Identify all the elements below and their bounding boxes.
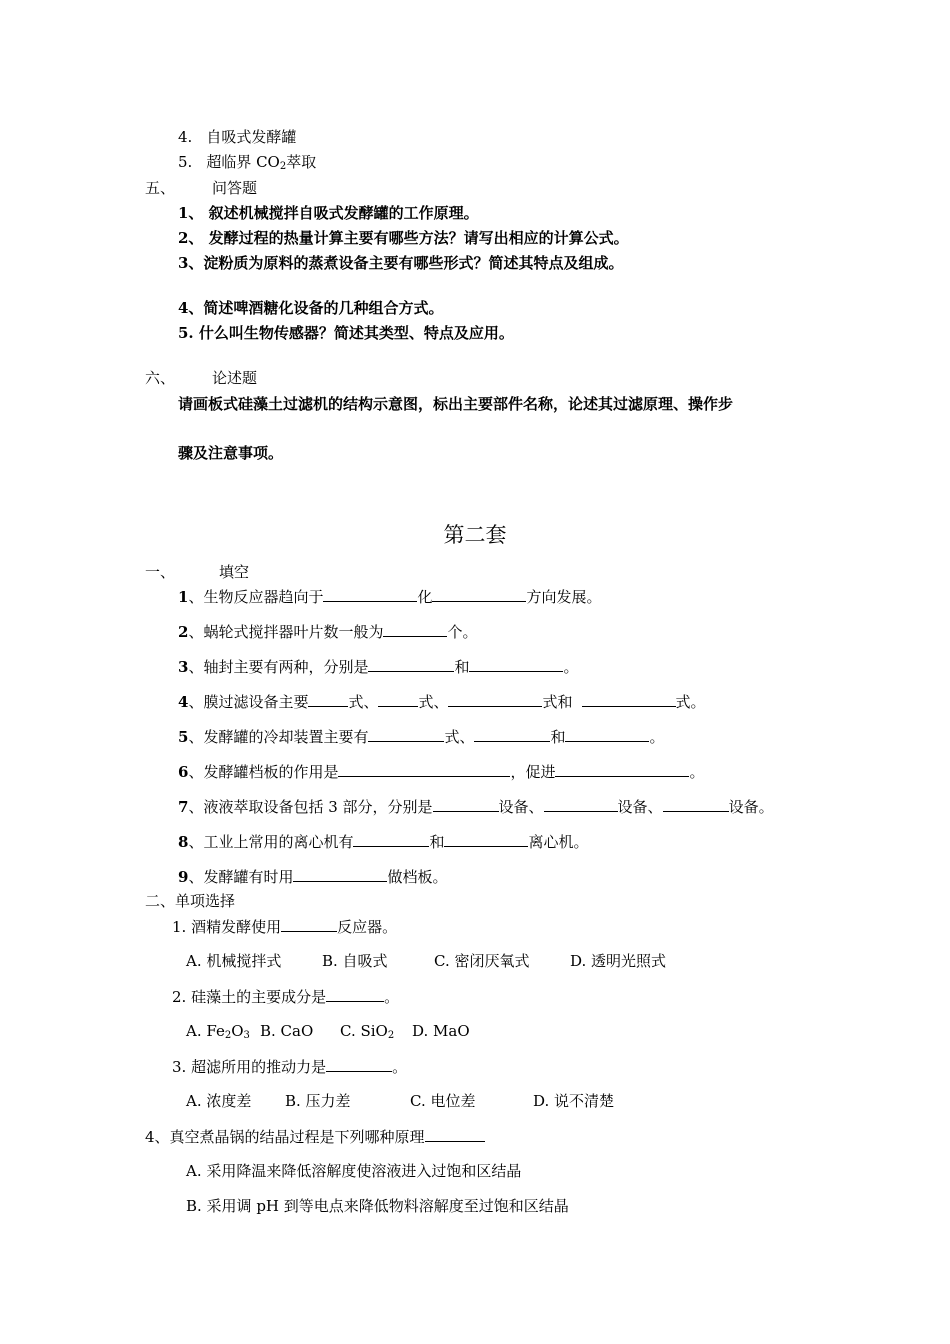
answer-blank[interactable] <box>582 691 676 707</box>
list-item <box>178 152 316 172</box>
item-number: 5 <box>178 728 189 746</box>
answer-blank[interactable] <box>425 1126 485 1142</box>
choice-option[interactable] <box>186 1021 250 1041</box>
section-heading <box>145 368 257 388</box>
item-text: 和 <box>454 658 470 676</box>
option-text: C. SiO <box>340 1022 388 1040</box>
answer-blank[interactable] <box>326 1056 392 1072</box>
section-number: 一、 <box>145 563 176 581</box>
choice-option[interactable]: B. 压力差 <box>285 1092 351 1110</box>
choice-option[interactable]: A. 采用降温来降低溶解度使溶液进入过饱和区结晶 <box>186 1162 522 1180</box>
fill-blank-item <box>178 796 774 817</box>
option-text: A. Fe <box>186 1022 225 1040</box>
answer-blank[interactable] <box>323 586 417 602</box>
item-text: 式和 <box>542 693 573 711</box>
item-text: 设备、 <box>498 798 544 816</box>
item-text: 离心机。 <box>528 833 589 851</box>
answer-blank[interactable] <box>433 796 499 812</box>
choice-option[interactable]: C. 电位差 <box>410 1092 476 1110</box>
section-title: 问答题 <box>212 179 258 197</box>
question: 1、 叙述机械搅拌自吸式发酵罐的工作原理。 <box>178 204 479 222</box>
answer-blank[interactable] <box>368 656 454 672</box>
question: 2、 发酵过程的热量计算主要有哪些方法？请写出相应的计算公式。 <box>178 229 629 247</box>
answer-blank[interactable] <box>338 761 510 777</box>
item-text: 、发酵罐的冷却装置主要有 <box>188 728 369 746</box>
item-text: 。 <box>649 728 665 746</box>
subscript: 2 <box>279 161 287 172</box>
question-stem-end: 。 <box>384 988 400 1006</box>
item-text: 、膜过滤设备主要 <box>188 693 309 711</box>
fill-blank-item <box>178 586 601 607</box>
item-number: 4. <box>178 128 193 146</box>
section-heading <box>145 562 249 582</box>
item-text: 、发酵罐有时用 <box>188 868 294 886</box>
answer-blank[interactable] <box>293 866 387 882</box>
fill-blank-item <box>178 831 588 852</box>
answer-blank[interactable] <box>474 726 550 742</box>
item-text: 自吸式发酵罐 <box>206 128 297 146</box>
item-text: 。 <box>563 658 579 676</box>
option-text: O <box>231 1022 244 1040</box>
item-number: 5. <box>178 153 193 171</box>
subscript: 2 <box>224 1030 232 1041</box>
question: 5. 什么叫生物传感器？简述其类型、特点及应用。 <box>178 324 514 342</box>
item-text: 式、 <box>444 728 475 746</box>
question: 3、淀粉质为原料的蒸煮设备主要有哪些形式？简述其特点及组成。 <box>178 254 624 272</box>
subscript: 3 <box>243 1030 250 1041</box>
answer-blank[interactable] <box>326 986 384 1002</box>
question-stem: 1. 酒精发酵使用 <box>172 918 282 936</box>
answer-blank[interactable] <box>383 621 447 637</box>
question: 4、简述啤酒糖化设备的几种组合方式。 <box>178 299 444 317</box>
choice-option[interactable]: B. 自吸式 <box>322 952 388 970</box>
question-stem: 3. 超滤所用的推动力是 <box>172 1058 327 1076</box>
item-text-end: 萃取 <box>286 153 317 171</box>
answer-blank[interactable] <box>281 916 337 932</box>
choice-option[interactable]: B. 采用调 pH 到等电点来降低物料溶解度至过饱和区结晶 <box>186 1197 569 1215</box>
item-number: 1 <box>178 588 189 606</box>
section-title: 论述题 <box>212 369 258 387</box>
essay-line: 骤及注意事项。 <box>178 444 284 462</box>
fill-blank-item <box>178 726 665 747</box>
list-item <box>178 127 296 147</box>
answer-blank[interactable] <box>448 691 542 707</box>
fill-blank-item <box>178 656 578 677</box>
item-text: 、发酵罐档板的作用是 <box>188 763 339 781</box>
section-number: 五、 <box>145 179 176 197</box>
question-stem: 4、真空煮晶锅的结晶过程是下列哪种原理 <box>145 1128 425 1146</box>
choice-question <box>172 1056 407 1077</box>
item-text: 做档板。 <box>387 868 448 886</box>
choice-question <box>145 1126 485 1147</box>
item-text: 个。 <box>447 623 478 641</box>
item-number: 2 <box>178 623 189 641</box>
answer-blank[interactable] <box>308 691 348 707</box>
item-number: 6 <box>178 763 189 781</box>
answer-blank[interactable] <box>378 691 418 707</box>
answer-blank[interactable] <box>432 586 526 602</box>
answer-blank[interactable] <box>663 796 729 812</box>
essay-line: 请画板式硅藻土过滤机的结构示意图，标出主要部件名称，论述其过滤原理、操作步 <box>178 395 734 413</box>
item-number: 7 <box>178 798 189 816</box>
item-number: 8 <box>178 833 189 851</box>
question-stem-end: 反应器。 <box>337 918 398 936</box>
fill-blank-item <box>178 621 477 642</box>
choice-option[interactable]: A. 机械搅拌式 <box>186 952 282 970</box>
answer-blank[interactable] <box>368 726 444 742</box>
item-text: 超临界 CO <box>206 153 280 171</box>
item-text: 式、 <box>418 693 449 711</box>
question-stem-end: 。 <box>392 1058 408 1076</box>
answer-blank[interactable] <box>444 831 528 847</box>
choice-question <box>172 986 399 1007</box>
item-text: 、轴封主要有两种，分别是 <box>188 658 369 676</box>
choice-option[interactable]: D. 说不清楚 <box>533 1092 615 1110</box>
question-stem: 2. 硅藻土的主要成分是 <box>172 988 327 1006</box>
choice-option[interactable] <box>340 1021 394 1041</box>
subscript: 2 <box>387 1030 395 1041</box>
item-text: 、蜗轮式搅拌器叶片数一般为 <box>188 623 384 641</box>
fill-blank-item <box>178 761 704 782</box>
section-heading: 二、单项选择 <box>145 892 236 910</box>
item-text: 设备。 <box>728 798 774 816</box>
item-number: 9 <box>178 868 189 886</box>
page-title: 第二套 <box>443 523 507 547</box>
item-text: 、工业上常用的离心机有 <box>188 833 354 851</box>
answer-blank[interactable] <box>565 726 649 742</box>
choice-option[interactable]: A. 浓度差 <box>186 1092 252 1110</box>
section-heading <box>145 178 257 198</box>
item-text: 、生物反应器趋向于 <box>188 588 324 606</box>
item-text: 和 <box>429 833 445 851</box>
choice-option[interactable]: B. CaO <box>260 1022 314 1040</box>
choice-option[interactable]: C. 密闭厌氧式 <box>434 952 530 970</box>
item-text: 设备、 <box>617 798 663 816</box>
answer-blank[interactable] <box>469 656 563 672</box>
item-text: 式。 <box>675 693 706 711</box>
item-text: 方向发展。 <box>526 588 602 606</box>
item-text: 、液液萃取设备包括 3 部分，分别是 <box>188 798 433 816</box>
answer-blank[interactable] <box>544 796 618 812</box>
fill-blank-item <box>178 691 706 712</box>
item-text: ，促进 <box>510 763 556 781</box>
choice-option[interactable]: D. 透明光照式 <box>570 952 667 970</box>
item-text: 。 <box>689 763 705 781</box>
answer-blank[interactable] <box>555 761 689 777</box>
answer-blank[interactable] <box>353 831 429 847</box>
item-text: 和 <box>550 728 566 746</box>
item-text: 化 <box>417 588 433 606</box>
fill-blank-item <box>178 866 447 887</box>
section-title: 填空 <box>219 563 250 581</box>
choice-option[interactable]: D. MaO <box>412 1022 470 1040</box>
item-number: 3 <box>178 658 189 676</box>
item-number: 4 <box>178 693 189 711</box>
item-text: 式、 <box>348 693 379 711</box>
choice-question <box>172 916 397 937</box>
section-number: 六、 <box>145 369 176 387</box>
